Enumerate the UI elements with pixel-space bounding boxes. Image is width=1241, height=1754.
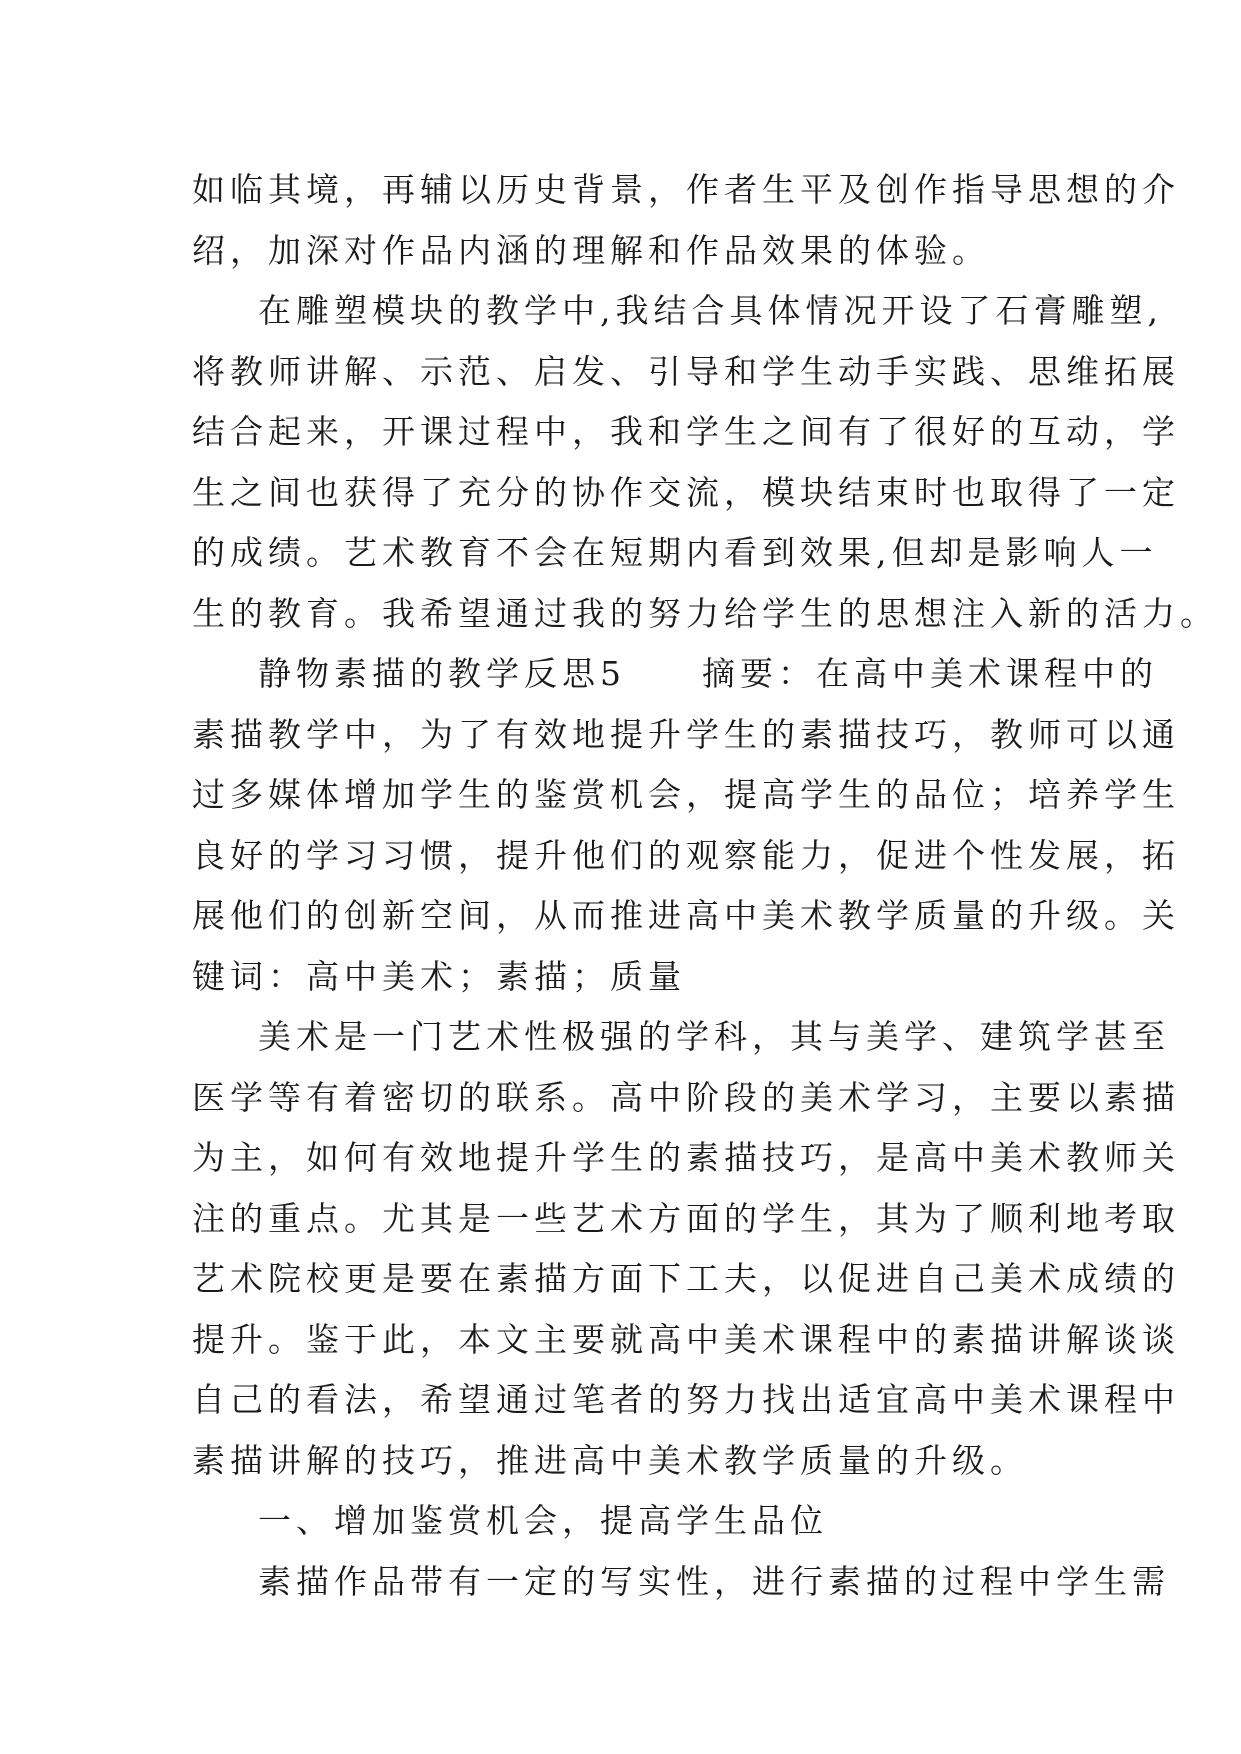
text-line: 自己的看法，希望通过笔者的努力找出适宜高中美术课程中 <box>192 1380 1180 1419</box>
text-line: 在雕塑模块的教学中,我结合具体情况开设了石膏雕塑, <box>258 291 1163 330</box>
text-line: 将教师讲解、示范、启发、引导和学生动手实践、思维拓展 <box>192 351 1180 391</box>
text-line: 过多媒体增加学生的鉴赏机会，提高学生的品位；培养学生 <box>192 775 1180 814</box>
text-line: 注的重点。尤其是一些艺术方面的学生，其为了顺利地考取 <box>192 1198 1180 1238</box>
text-line: 生之间也获得了充分的协作交流，模块结束时也取得了一定 <box>192 472 1180 512</box>
keywords-line: 键词：高中美术；素描；质量 <box>192 956 686 996</box>
text-line: 生的教育。我希望通过我的努力给学生的思想注入新的活力。 <box>192 593 1218 633</box>
text-line: 的成绩。艺术教育不会在短期内看到效果,但却是影响人一 <box>192 533 1158 572</box>
text-line: 美术是一门艺术性极强的学科，其与美学、建筑学甚至 <box>258 1017 1170 1056</box>
text-line: 素描作品带有一定的写实性，进行素描的过程中学生需 <box>258 1561 1170 1601</box>
text-line: 素描讲解的技巧，推进高中美术教学质量的升级。 <box>192 1440 1028 1480</box>
text-line: 如临其境，再辅以历史背景，作者生平及创作指导思想的介 <box>192 170 1180 209</box>
text-line: 提升。鉴于此，本文主要就高中美术课程中的素描讲解谈谈 <box>192 1319 1180 1359</box>
text-line: 素描教学中，为了有效地提升学生的素描技巧，教师可以通 <box>192 714 1180 754</box>
text-line: 为主，如何有效地提升学生的素描技巧，是高中美术教师关 <box>192 1138 1180 1177</box>
text-line: 艺术院校更是要在素描方面下工夫，以促进自己美术成绩的 <box>192 1259 1180 1298</box>
section-heading: 一、增加鉴赏机会，提高学生品位 <box>258 1501 828 1540</box>
document-body <box>192 160 1218 1612</box>
text-line: 结合起来，开课过程中，我和学生之间有了很好的互动，学 <box>192 412 1180 451</box>
text-line: 展他们的创新空间，从而推进高中美术教学质量的升级。关 <box>192 896 1180 935</box>
text-line: 医学等有着密切的联系。高中阶段的美术学习，主要以素描 <box>192 1077 1180 1117</box>
section-title-line: 静物素描的教学反思5 摘要：在高中美术课程中的 <box>258 654 1158 693</box>
text-line: 绍，加深对作品内涵的理解和作品效果的体验。 <box>192 230 990 270</box>
text-line: 良好的学习习惯，提升他们的观察能力，促进个性发展，拓 <box>192 835 1180 875</box>
